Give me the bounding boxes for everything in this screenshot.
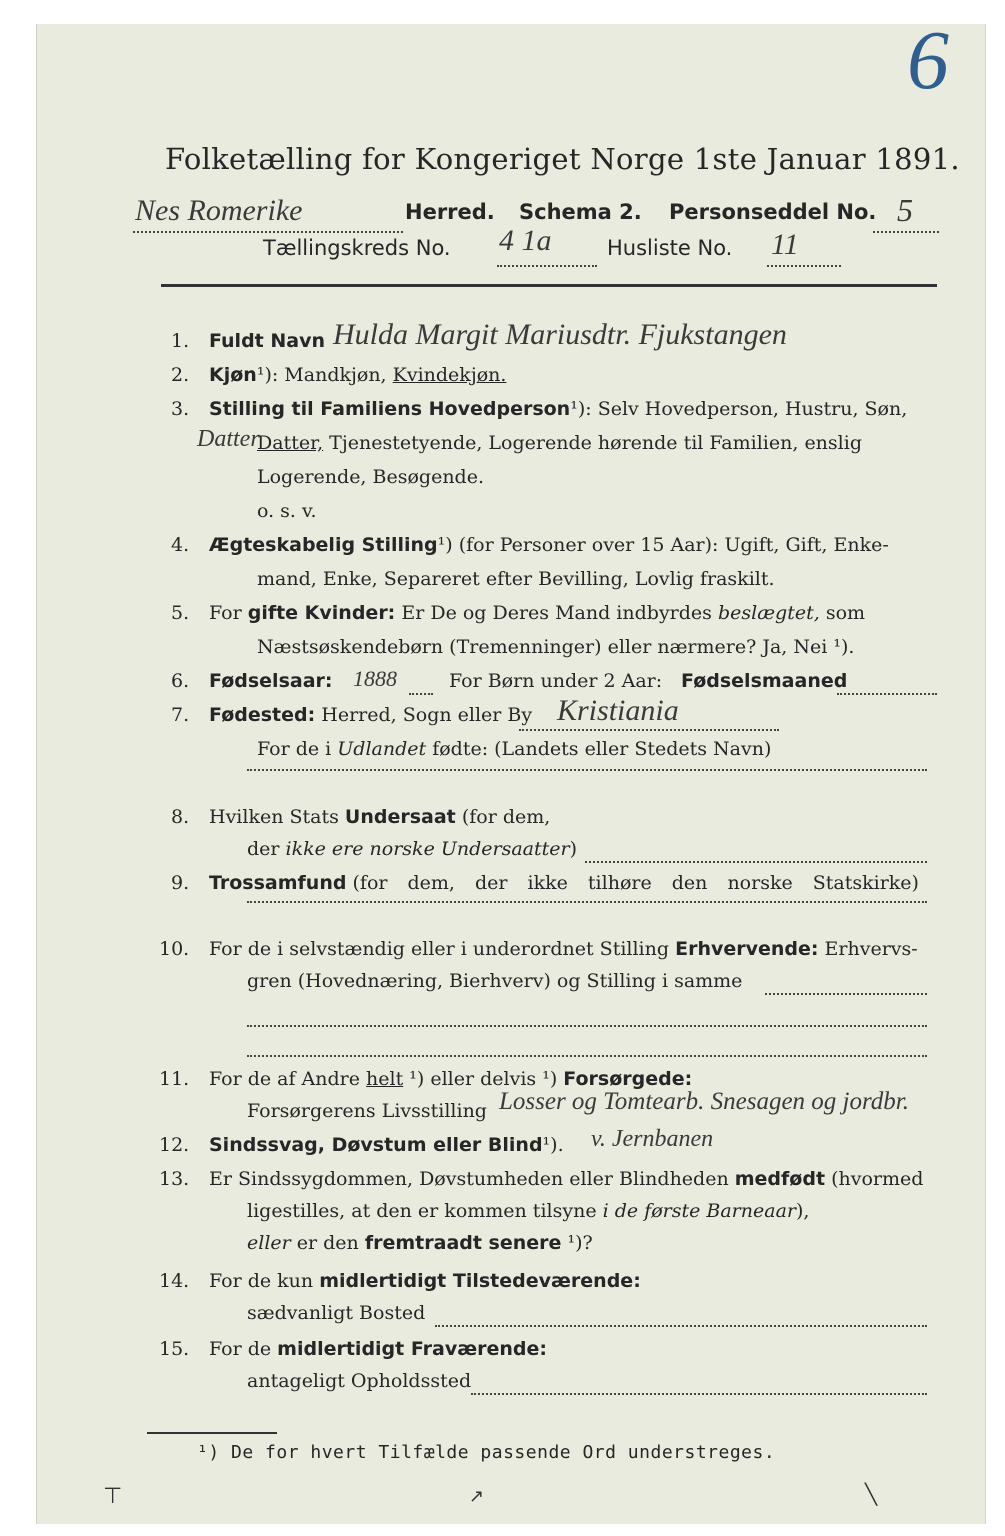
q8-pre: Hvilken Stats — [209, 806, 339, 828]
form-title: Folketælling for Kongeriget Norge 1ste Januar 1891. — [165, 142, 960, 176]
q9-text: (for dem, der ikke tilhøre den norske Statskirke) — [352, 872, 919, 894]
q10-number: 10. — [159, 938, 190, 960]
q11-line2: Forsørgerens Livsstilling — [247, 1100, 487, 1122]
q11-number: 11. — [159, 1068, 190, 1090]
q13-text2a: ligestilles, at den er kommen tilsyne — [247, 1200, 597, 1222]
q6-text: For Børn under 2 Aar: — [449, 670, 663, 692]
q11-line1 — [209, 1068, 692, 1090]
q7-line1 — [209, 704, 532, 726]
q9-line1 — [209, 872, 919, 894]
q7-text2c: fødte: (Landets eller Stedets Navn) — [432, 738, 772, 760]
q7-line2 — [257, 738, 771, 760]
q12-number: 12. — [159, 1134, 190, 1156]
q10-text1b: Erhvervs- — [824, 938, 918, 960]
q5-line1 — [209, 602, 865, 624]
header-separator — [161, 284, 937, 287]
q15-pre: For de — [209, 1338, 272, 1360]
q6-label2: Fødselsmaaned — [681, 670, 848, 692]
q5-pre: For — [209, 602, 242, 624]
q10-text1: For de i selvstændig eller i underordnet Stilling — [209, 938, 670, 960]
q8-label: Undersaat — [344, 806, 456, 828]
corner-mark-right: ╲ — [865, 1482, 878, 1506]
q8-number: 8. — [171, 806, 190, 828]
q13-text1b: (hvormed — [831, 1168, 924, 1190]
q4-number: 4. — [171, 534, 190, 556]
census-form-page — [36, 14, 986, 1524]
corner-mark-left: ⊤ — [103, 1484, 123, 1509]
q14-pre: For de kun — [209, 1270, 314, 1292]
q15-number: 15. — [159, 1338, 190, 1360]
kreds-value: 4 1a — [499, 224, 552, 257]
q7-number: 7. — [171, 704, 190, 726]
q14-label: midlertidigt Tilstedeværende: — [319, 1270, 641, 1292]
q9-number: 9. — [171, 872, 190, 894]
q13-text1a: Er Sindssygdommen, Døvstumheden eller Blindheden — [209, 1168, 729, 1190]
q11-value: Losser og Tomtearb. Snesagen og jordbr. — [499, 1088, 909, 1115]
q10-line2: gren (Hovednæring, Bierhverv) og Stilling i samme — [247, 970, 743, 992]
personseddel-value: 5 — [897, 192, 913, 228]
q2-label: Kjøn — [209, 364, 257, 386]
q10-label: Erhvervende: — [675, 938, 819, 960]
q6-label: Fødselsaar: — [209, 670, 333, 692]
q12-line1 — [209, 1134, 564, 1156]
q3-hand: Datter — [197, 426, 260, 452]
q3-label: Stilling til Familiens Hovedperson — [209, 398, 571, 420]
q2-text: ¹): Mandkjøn, — [256, 364, 387, 386]
footnote: ¹) De for hvert Tilfælde passende Ord understreges. — [197, 1442, 776, 1463]
q8-text2c: ) — [569, 838, 578, 860]
q12-text: ¹). — [542, 1134, 564, 1156]
q10-line1 — [209, 938, 918, 960]
q3-line1 — [209, 398, 907, 420]
q5-number: 5. — [171, 602, 190, 624]
q5-line2: Næstsøskendebørn (Tremenninger) eller nærmere? Ja, Nei ¹). — [257, 636, 855, 658]
q12-value: v. Jernbanen — [591, 1126, 714, 1152]
q2-line — [209, 364, 506, 386]
q4-text1: ¹) (for Personer over 15 Aar): Ugift, Gift, Enke- — [437, 534, 889, 556]
q2-number: 2. — [171, 364, 190, 386]
q4-line1 — [209, 534, 889, 556]
q3-line2 — [257, 432, 862, 454]
q5-label: gifte Kvinder: — [247, 602, 396, 624]
q8-text2a: der — [247, 838, 280, 860]
q14-number: 14. — [159, 1270, 190, 1292]
q13-label: medfødt — [734, 1168, 826, 1190]
q3-number: 3. — [171, 398, 190, 420]
q12-label: Sindssvag, Døvstum eller Blind — [209, 1134, 543, 1156]
q13-line3 — [247, 1232, 593, 1254]
q2-selected: Kvindekjøn. — [392, 364, 507, 386]
q13-line2: ligestilles, at den er kommen tilsyne i de første Barneaar), — [247, 1200, 810, 1222]
q7-text: Herred, Sogn eller By — [321, 704, 533, 726]
q11-mid: ¹) eller delvis ¹) — [409, 1068, 558, 1090]
q5-italic: beslægtet, — [717, 602, 820, 624]
q6-value: 1888 — [353, 666, 397, 691]
q7-text2b: Udlandet — [337, 738, 427, 760]
q3-line3: Logerende, Besøgende. — [257, 466, 484, 488]
q11-selected: helt — [366, 1068, 404, 1090]
q6-number: 6. — [171, 670, 190, 692]
schema-label: Schema 2. — [519, 200, 642, 224]
q14-line2: sædvanligt Bosted — [247, 1302, 426, 1324]
corner-mark-middle: ↗ — [469, 1486, 485, 1507]
q7-value: Kristiania — [557, 694, 679, 727]
q3-line4: o. s. v. — [257, 500, 317, 522]
q7-text2a: For de i — [257, 738, 332, 760]
husliste-label: Husliste No. — [607, 236, 733, 260]
q3-text1: ¹): Selv Hovedperson, Hustru, Søn, — [570, 398, 908, 420]
q3-text2: Tjenestetyende, Logerende hørende til Familien, enslig — [329, 432, 862, 454]
q1-value: Hulda Margit Mariusdtr. Fjukstangen — [333, 318, 787, 351]
q13-line1 — [209, 1168, 923, 1190]
q13-text3c: ¹)? — [567, 1232, 593, 1254]
q14-line1 — [209, 1270, 641, 1292]
personseddel-label: Personseddel No. — [669, 200, 877, 224]
q8-post: (for dem, — [461, 806, 551, 828]
q8-line1 — [209, 806, 550, 828]
herred-value: Nes Romerike — [135, 194, 303, 227]
husliste-value: 11 — [771, 228, 799, 261]
herred-label: Herred. — [405, 200, 495, 224]
q5-text1b: som — [825, 602, 866, 624]
q13-number: 13. — [159, 1168, 190, 1190]
q13-italic: i de første Barneaar — [602, 1200, 796, 1222]
q15-line2: antageligt Opholdssted — [247, 1370, 472, 1392]
q11-label: Forsørgede: — [563, 1068, 693, 1090]
q13-text3b: er den — [296, 1232, 359, 1254]
q1-label: Fuldt Navn — [209, 330, 326, 352]
q15-line1 — [209, 1338, 547, 1360]
q7-label: Fødested: — [209, 704, 316, 726]
kreds-label: Tællingskreds No. — [263, 236, 451, 260]
q8-line2 — [247, 838, 577, 860]
q5-text1: Er De og Deres Mand indbyrdes — [401, 602, 712, 624]
footnote-separator — [147, 1432, 277, 1434]
q4-label: Ægteskabelig Stilling — [209, 534, 438, 556]
q11-pre: For de af Andre — [209, 1068, 360, 1090]
q13-label2: fremtraadt senere — [364, 1232, 562, 1254]
q8-text2b: ikke ere norske Undersaatter — [285, 838, 570, 860]
q9-label: Trossamfund — [209, 872, 347, 894]
q3-selected: Datter, — [257, 432, 324, 454]
page-number-handwritten: 6 — [907, 14, 949, 107]
q13-text3a: eller — [247, 1232, 291, 1254]
q4-line2: mand, Enke, Separeret efter Bevilling, Lovlig fraskilt. — [257, 568, 775, 590]
q15-label: midlertidigt Fraværende: — [277, 1338, 547, 1360]
q1-number: 1. — [171, 330, 190, 352]
